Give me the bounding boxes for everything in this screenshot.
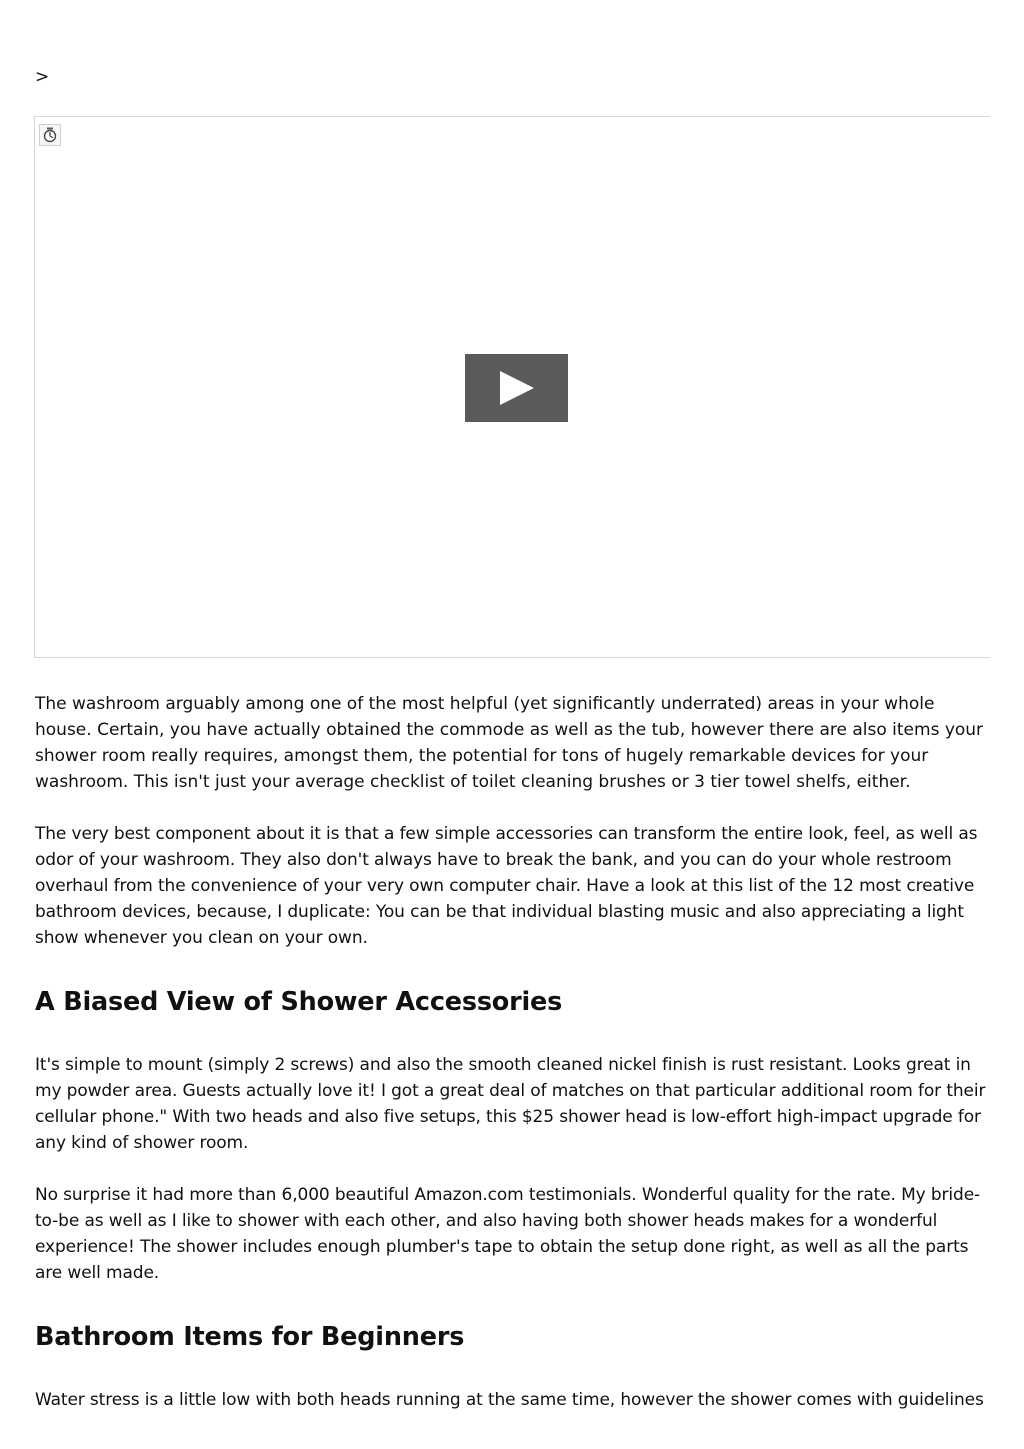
clock-icon: [39, 124, 61, 146]
paragraph-2: The very best component about it is that a few simple accessories can transform the entire look, feel, as well as odor of your washroom. They also don't always have to break the bank, and you can do your whole restroom overhaul from the convenience of your very own computer chair. Have a look at this list of the 12 most creative bathroom devices, because, I duplicate: You can be that individual blasting music and also appreciating a light show whenever you clean on your own.: [35, 824, 978, 948]
stray-text: >: [35, 67, 50, 87]
paragraph-3: It's simple to mount (simply 2 screws) and also the smooth cleaned nickel finish is rust resistant. Looks great in my powder area. Guests actually love it! I got a great deal of matches on that particular additional room for their cellular phone." With two heads and also five setups, this $25 shower head is low-effort high-impact upgrade for any kind of shower room.: [35, 1055, 986, 1153]
play-icon: [497, 370, 537, 406]
play-button[interactable]: [465, 354, 568, 422]
paragraph-4: No surprise it had more than 6,000 beautiful Amazon.com testimonials. Wonderful quality for the rate. My bride-to-be as well as I like to shower with each other, and also having both shower heads makes for a wonderful experience! The shower includes enough plumber's tape to obtain the setup done right, as well as all the parts are well made.: [35, 1185, 981, 1283]
article-body: [35, 691, 995, 1413]
video-embed[interactable]: [34, 116, 990, 658]
heading-bathroom-items: Bathroom Items for Beginners: [35, 1322, 465, 1352]
heading-shower-accessories: A Biased View of Shower Accessories: [35, 987, 563, 1017]
paragraph-5: Water stress is a little low with both heads running at the same time, however the shower comes with guidelines: [35, 1390, 984, 1410]
paragraph-1: The washroom arguably among one of the most helpful (yet significantly underrated) areas in your whole house. Certain, you have actually obtained the commode as well as the tub, however there are also items your shower room really requires, amongst them, the potential for tons of hugely remarkable devices for your washroom. This isn't just your average checklist of toilet cleaning brushes or 3 tier towel shelfs, either.: [35, 694, 984, 792]
